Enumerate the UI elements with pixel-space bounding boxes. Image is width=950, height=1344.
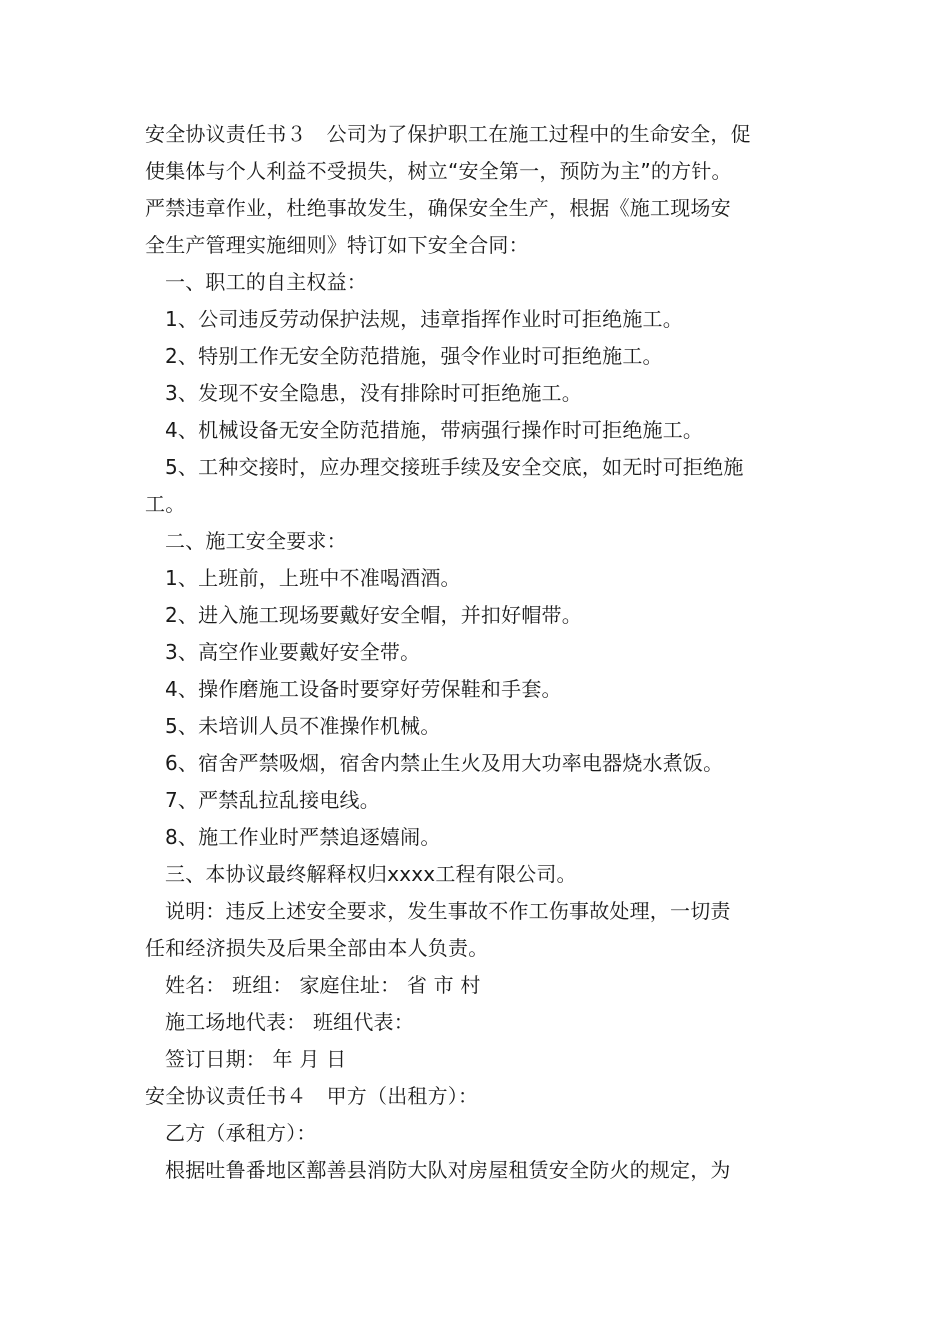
requirement-item-8: 8、施工作业时严禁追逐嬉闹。 — [165, 825, 441, 849]
section3-heading: 安全协议责任书３ — [145, 122, 307, 146]
rights-item-1: 1、公司违反劳动保护法规，违章指挥作业时可拒绝施工。 — [165, 307, 683, 331]
section3-intro-line2: 使集体与个人利益不受损失，树立“安全第一，预防为主”的方针。 — [145, 159, 732, 183]
note-line2: 任和经济损失及后果全部由本人负责。 — [145, 936, 489, 960]
requirement-item-2: 2、进入施工现场要戴好安全帽，并扣好帽带。 — [165, 603, 582, 627]
requirement-item-1: 1、上班前，上班中不准喝酒酒。 — [165, 566, 461, 590]
clause-3: 三、本协议最终解释权归xxxx工程有限公司。 — [165, 862, 577, 886]
signature-representative-line: 施工场地代表： 班组代表： — [165, 1010, 414, 1034]
section4-body-line1: 根据吐鲁番地区鄯善县消防大队对房屋租赁安全防火的规定，为 — [165, 1158, 731, 1182]
signature-name-line: 姓名： 班组： 家庭住址： 省 市 村 — [165, 973, 481, 997]
rights-item-3: 3、发现不安全隐患，没有排除时可拒绝施工。 — [165, 381, 582, 405]
section4-party-a: 甲方（出租方）： — [326, 1084, 479, 1108]
rights-item-5-continued: 工。 — [145, 492, 186, 516]
requirement-item-7: 7、严禁乱拉乱接电线。 — [165, 788, 380, 812]
rights-item-2: 2、特别工作无安全防范措施，强令作业时可拒绝施工。 — [165, 344, 663, 368]
document-body — [145, 116, 825, 1189]
section3-intro-text: 公司为了保护职工在施工过程中的生命安全，促 — [326, 122, 751, 146]
requirement-item-4: 4、操作磨施工设备时要穿好劳保鞋和手套。 — [165, 677, 562, 701]
section4-heading-line — [145, 1078, 825, 1115]
section3-intro-line3: 严禁违章作业，杜绝事故发生，确保安全生产，根据《施工现场安 — [145, 196, 731, 220]
requirement-item-6: 6、宿舍严禁吸烟，宿舍内禁止生火及用大功率电器烧水煮饭。 — [165, 751, 724, 775]
rights-item-4: 4、机械设备无安全防范措施，带病强行操作时可拒绝施工。 — [165, 418, 704, 442]
section3-intro-line1 — [145, 116, 825, 153]
signature-date-line: 签订日期： 年 月 日 — [165, 1047, 347, 1071]
requirement-item-5: 5、未培训人员不准操作机械。 — [165, 714, 441, 738]
section4-party-b: 乙方（承租方）： — [165, 1121, 317, 1145]
note-line1: 说明：违反上述安全要求，发生事故不作工伤事故处理，一切责 — [165, 899, 731, 923]
section4-heading: 安全协议责任书４ — [145, 1084, 307, 1108]
rights-title: 一、职工的自主权益： — [165, 270, 367, 294]
requirement-item-3: 3、高空作业要戴好安全带。 — [165, 640, 421, 664]
rights-item-5: 5、工种交接时，应办理交接班手续及安全交底，如无时可拒绝施 — [165, 455, 744, 479]
section3-intro-line4: 全生产管理实施细则》特订如下安全合同： — [145, 233, 529, 257]
requirements-title: 二、施工安全要求： — [165, 529, 347, 553]
